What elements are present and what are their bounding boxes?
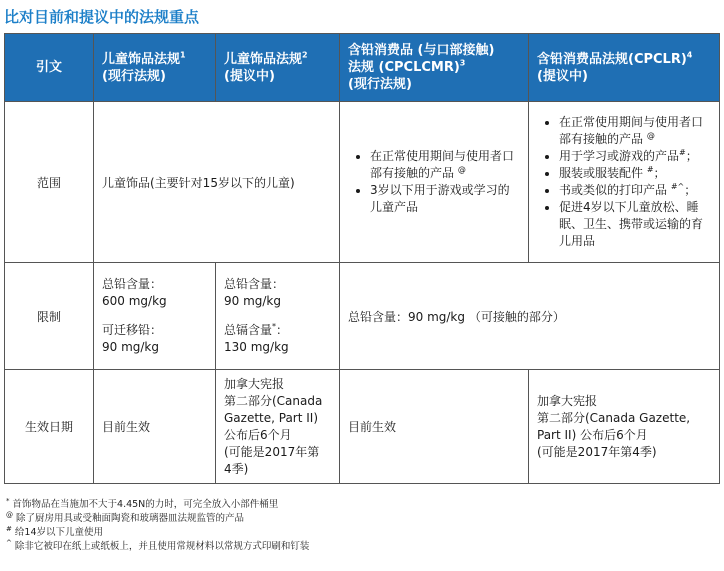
list-item: • 在正常使用期间与使用者口部有接触的产品 @: [559, 114, 711, 148]
scope-cpclr: [529, 102, 720, 263]
limits-jewelry-current: 总铅含量： 600 mg/kg 可迁移铅： 90 mg/kg: [94, 263, 216, 370]
header-cpclr: 含铅消费品法规(CPCLR)$^4$ (提议中): [529, 34, 720, 102]
footnote: # 给14岁以下儿童使用: [6, 524, 103, 538]
effective-row: [5, 370, 720, 484]
list-item: • 用于学习或游戏的产品#；: [559, 148, 711, 165]
limits-label: 限制: [5, 263, 94, 370]
regulation-comparison-table: [4, 33, 720, 484]
footnotes: [6, 498, 309, 554]
header-row: [5, 34, 720, 102]
header-citation: 引文: [5, 34, 94, 102]
list-item: • 书或类似的打印产品 #^；: [559, 182, 711, 199]
footnote: @ 除了厨房用具或受釉面陶瓷和玻璃器皿法规监管的产品: [6, 510, 245, 524]
effective-cpclcmr: 目前生效: [340, 370, 529, 484]
list-item: • 3岁以下用于游戏或学习的儿童产品: [370, 182, 520, 216]
header-jewelry-current: 儿童饰品法规$^1$ (现行法规): [94, 34, 216, 102]
scope-cpclcmr: [340, 102, 529, 263]
footnote: ^ 除非它被印在纸上或纸板上，并且使用常规材料以常规方式印刷和钉装: [6, 538, 310, 552]
effective-cpclr: 加拿大宪报 第二部分(Canada Gazette, Part II) 公布后6个月 (可能是2017年第4季): [529, 370, 720, 484]
scope-row: [5, 102, 720, 263]
effective-label: 生效日期: [5, 370, 94, 484]
effective-jewelry-current: 目前生效: [94, 370, 216, 484]
scope-jewelry: 儿童饰品(主要针对15岁以下的儿童): [94, 102, 340, 263]
limits-consumer: 总铅含量：90 mg/kg （可接触的部分）: [340, 263, 720, 370]
list-item: • 在正常使用期间与使用者口部有接触的产品 @: [370, 148, 520, 182]
limits-row: [5, 263, 720, 370]
footnote: * 首饰物品在当施加不大于4.45N的力时，可完全放入小部件桶里: [6, 496, 279, 510]
scope-label: 范围: [5, 102, 94, 263]
list-item: • 促进4岁以下儿童放松、睡眠、卫生、携带或运输的育儿用品: [559, 199, 711, 250]
header-jewelry-proposed: 儿童饰品法规$^2$ (提议中): [216, 34, 340, 102]
list-item: • 服装或服装配件 #；: [559, 165, 711, 182]
page-title: 比对目前和提议中的法规重点: [4, 8, 200, 26]
effective-jewelry-proposed: 加拿大宪报 第二部分(Canada Gazette, Part II) 公布后6个月 (可能是2017年第 4季): [216, 370, 340, 484]
header-cpclcmr: 含铅消费品 (与口部接触) 法规 (CPCLCMR)$^3$ (现行法规): [340, 34, 529, 102]
limits-jewelry-proposed: 总铅含量： 90 mg/kg 总镉含量*： 130 mg/kg: [216, 263, 340, 370]
